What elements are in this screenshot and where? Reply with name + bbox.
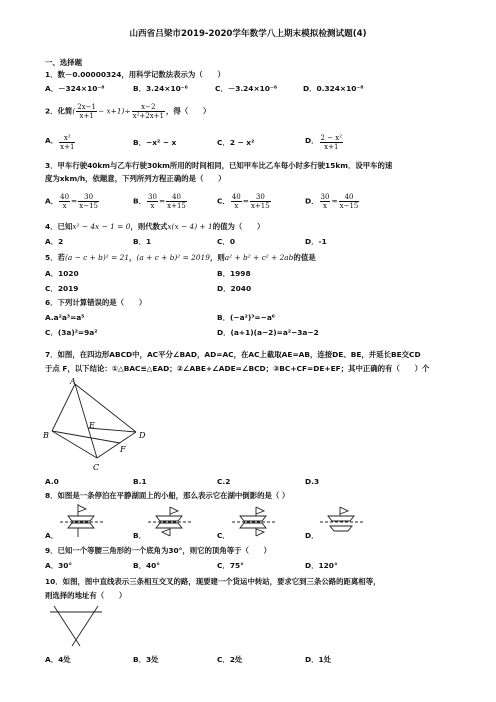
q8-boat-d	[318, 504, 368, 538]
q3-option-b: B． $\frac{30}{x}$ = $\frac{40}{x+15}$	[133, 193, 186, 210]
q3-option-a: A． $\frac{40}{x}$ = $\frac{30}{x-15}$	[45, 193, 98, 210]
q8-option-c: C．	[217, 531, 230, 540]
q10-option-b: B．3处	[133, 655, 159, 664]
q10-option-c: C．2处	[217, 655, 243, 664]
label-d: D	[139, 431, 146, 440]
q1-option-d: D．0.324×10⁻⁸	[303, 84, 364, 93]
q8-option-d: D．	[305, 531, 319, 540]
label-b: B	[43, 431, 49, 440]
q4-stem: 4．已知x² − 4x − 1 = 0，则代数式x(x − 4) + 1的值为（ ）	[45, 222, 265, 231]
q9-option-a: A．30°	[45, 561, 73, 570]
q3-stem-line2: 度为xkm/h，依题意，下列所列方程正确的是（ ）	[45, 174, 226, 183]
q2-option-c: C．2 − x²	[217, 138, 255, 147]
q5-stem: 5．若(a − c + b)² = 21，(a + c + b)² = 2019，则a² + b² + c² + 2ab的值是	[45, 253, 316, 262]
label-f: F	[120, 445, 126, 454]
q1-option-c: C．－3.24×10⁻⁶	[215, 84, 278, 93]
q4-option-a: A．2	[45, 237, 64, 246]
page-title: 山西省吕梁市2019-2020学年数学八上期末模拟检测试题(4)	[129, 29, 367, 39]
q8-boat-c	[230, 504, 280, 538]
q7-option-c: C.2	[217, 477, 231, 486]
segment-ad	[75, 384, 136, 432]
q3-stem-line1: 3．甲车行驶40km与乙车行驶30km所用的时间相同，已知甲车比乙车每小时多行驶15km．设甲车的速	[45, 161, 393, 170]
q6-stem: 6．下列计算错误的是（ ）	[45, 298, 147, 307]
segment-de	[88, 428, 136, 432]
q5-option-c: C．2019	[45, 284, 79, 293]
q5-option-b: B．1998	[217, 269, 251, 278]
q8-option-a: A．	[45, 531, 59, 540]
q4-option-d: D．-1	[305, 237, 327, 246]
q8-option-b: B．	[133, 531, 147, 540]
q1-stem: 1．数－0.00000324，用科学记数法表示为（ ）	[45, 70, 225, 79]
q7-quadrilateral-figure	[40, 376, 170, 474]
segment-cd	[97, 432, 136, 458]
q9-option-c: C．75°	[217, 561, 244, 570]
q4-option-c: C．0	[217, 237, 235, 246]
q2-prefix: 2．化简	[45, 106, 73, 116]
q7-option-d: D.3	[305, 477, 320, 486]
q6-option-c: C．(3a)²=9a²	[45, 328, 98, 337]
q9-option-d: D．120°	[305, 561, 338, 570]
q7-option-a: A.0	[45, 477, 59, 486]
q8-boat-a	[58, 504, 108, 538]
q2-fraction-1: $\frac{2x-1}{x+1}$	[77, 103, 96, 120]
q6-option-d: D．(a+1)(a−2)=a²−3a−2	[217, 328, 319, 337]
q5-option-a: A．1020	[45, 269, 79, 278]
q10-three-roads-figure	[48, 604, 104, 648]
label-e: E	[89, 421, 95, 430]
label-a: A	[70, 377, 76, 386]
q3-option-d: D． $\frac{30}{x}$ = $\frac{40}{x-15}$	[305, 193, 359, 210]
q2-suffix: ，得（ ）	[165, 106, 211, 116]
q3-option-c: C． $\frac{40}{x}$ = $\frac{30}{x+15}$	[217, 193, 270, 210]
q8-boat-b	[146, 504, 196, 538]
q6-option-a: A.a²a³=a⁵	[45, 313, 85, 322]
q7-stem-line2: 于点 F，以下结论：①△BAC≌△EAD；②∠ABE+∠ADE=∠BCD；③BC+CF=DE+EF；其中正确的有（ ）个	[45, 364, 430, 373]
q8-stem: 8．如图是一条停泊在平静湖面上的小船，那么表示它在湖中倒影的是（ ）	[45, 491, 290, 500]
q10-option-a: A．4处	[45, 655, 71, 664]
section-heading: 一、选择题	[45, 58, 82, 67]
q4-option-b: B．1	[133, 237, 152, 246]
label-c: C	[93, 463, 100, 472]
segment-ab	[52, 384, 75, 431]
q10-option-d: D．1处	[305, 655, 332, 664]
q6-option-b: B．(−a²)³=−a⁶	[217, 313, 276, 322]
q2-option-b: B．−x² − x	[133, 138, 177, 147]
q9-option-b: B．40°	[133, 561, 161, 570]
q5-option-d: D．2040	[217, 284, 252, 293]
q1-option-a: A．－324×10⁻⁸	[45, 84, 105, 93]
q2-fraction-2: $\frac{x-2}{\text{x²+2x+1}}$	[132, 103, 164, 120]
q2-stem: 2．化简( $\frac{2x-1}{x+1}$ − x+1)÷ $\frac{x-2}{\text{x²+2x+1}}$ ，得（ ）	[45, 103, 211, 120]
q10-stem-line1: 10．如图，图中直线表示三条相互交叉的路，现要建一个货运中转站，要求它到三条公路的距离相等，	[45, 577, 381, 586]
q10-stem-line2: 则选择的地址有（ ）	[45, 591, 127, 600]
q9-stem: 9．已知一个等腰三角形的一个底角为30°，则它的顶角等于（ ）	[45, 546, 272, 555]
q2-option-d: D． $\frac{\text{2 − x²}}{x+1}$	[305, 134, 343, 151]
q1-option-b: B．3.24×10⁻⁶	[133, 84, 188, 93]
q2-option-a: A． $\frac{\text{x²}}{x+1}$	[45, 134, 75, 151]
q7-option-b: B.1	[133, 477, 147, 486]
q7-stem-line1: 7．如图，在四边形ABCD中，AC平分∠BAD，AD=AC，在AC上截取AE=AB，连接DE、BE，并延长BE交CD	[45, 350, 421, 359]
